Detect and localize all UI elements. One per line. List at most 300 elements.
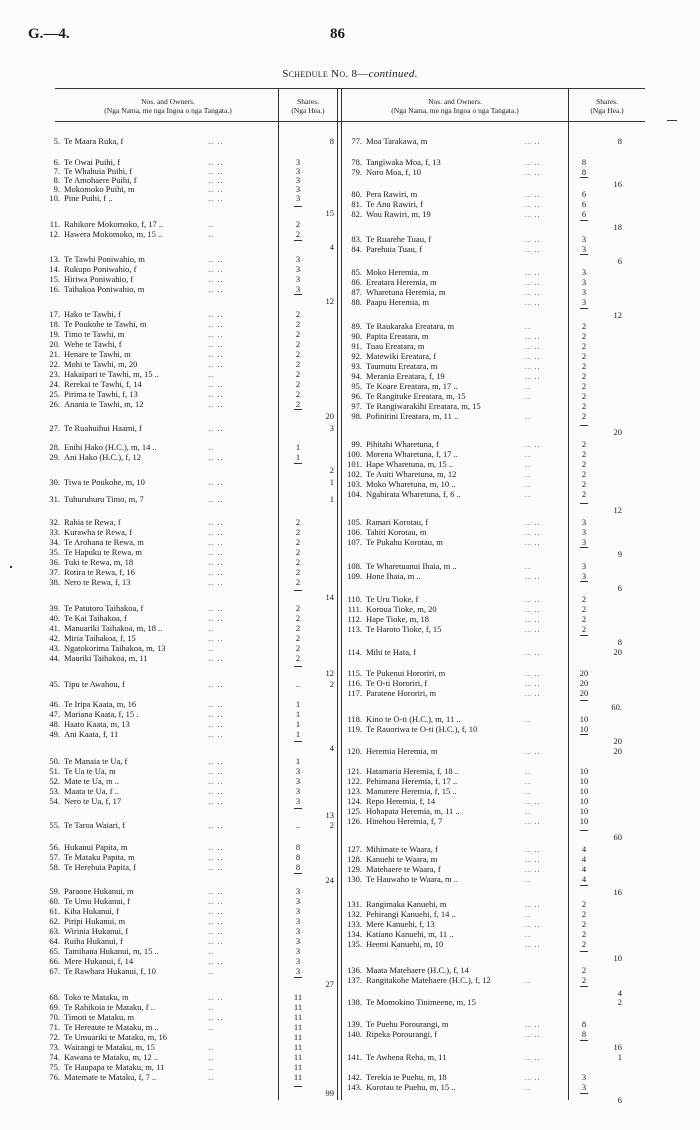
share-value: 2 [295,623,301,633]
owner-number: 74. [49,1052,60,1062]
leader-dots: .. .. [525,864,541,874]
share-value: 10 [579,786,589,796]
owner-row [0,669,700,678]
share-subtotal: 13 [325,810,334,820]
owner-row [0,349,700,361]
leader-dots: .. [525,975,532,985]
leader-dots: .. .. [208,166,224,176]
share-subtotal: 10 [613,953,622,963]
right-owners-header-line2: (Nga Nama, me nga Ingoa o nga Tangata.) [391,106,519,115]
left-owners-header [60,97,276,115]
owner-number: 5. [53,136,60,146]
owner-number: 137. [347,975,362,985]
owner-name: Te Rawhara Hukanui, f, 10 [64,967,156,976]
owner-row [0,528,700,537]
leader-dots: .. .. [525,517,541,527]
owner-name: Kino te O-ti (H.C.), m, 11 .. [366,715,461,724]
owner-name: Parehuia Tuau, f [366,245,422,254]
owner-name: Te Auiti Wharetuna, m, 12 [366,470,457,479]
owner-number: 31. [49,494,60,504]
owner-number: 97. [351,401,362,411]
owner-row [0,339,700,351]
share-value: 3 [295,916,301,926]
owner-number: 75. [49,1062,60,1072]
share-value: 2 [581,489,587,499]
owner-number: 95. [351,381,362,391]
owner-row [0,477,700,489]
owner-name: Te Uru Tioke, f [366,595,419,604]
owner-name: Hape Wharetuna, m, 15 .. [366,460,454,469]
owner-name: Tuau Ereatara, m [366,342,425,351]
share-value: 20 [579,668,589,678]
owner-number: 116. [347,678,362,688]
leader-dots: .. [208,369,215,379]
owner-row [0,757,700,766]
owner-row [0,242,700,254]
share-value: 3 [295,956,301,966]
leader-dots: .. .. [208,603,224,613]
share-value: 3 [295,786,301,796]
owner-name: Miria Taihakoa, f, 15 [64,634,136,643]
owner-name: Te Iripa Kaata, m, 16 [64,700,137,709]
share-subtotal: 8 [329,136,334,146]
left-owners-header-line2: (Nga Nama, me nga Ingoa o nga Tangata.) [104,106,232,115]
share-subtotal: 12 [613,310,622,320]
owner-number: 122. [347,776,362,786]
share-subtotal: 4 [329,743,334,753]
leader-dots: .. .. [525,371,541,381]
owner-name: Te Rangiwarakihi Ereatara, m, 15 [366,402,481,411]
owner-name: Te Manaia te Ua, f [64,757,128,766]
leader-dots: .. [525,909,532,919]
leader-dots: .. .. [525,647,541,657]
owner-row [0,329,700,341]
leader-dots: .. .. [208,729,224,739]
leader-dots: .. .. [208,339,224,349]
owner-row [0,715,700,724]
owner-number: 47. [49,709,60,719]
share-value: 6 [581,209,587,219]
owner-name: Te Taroa Waiari, f [64,821,126,830]
owner-row [0,625,700,634]
leader-dots: .. .. [208,557,224,567]
owner-name: Pofinitini Ereatara, m, 11 .. [366,412,459,421]
share-value: 3 [295,157,301,167]
owner-name: Tuhuruhuru Timo, m, 7 [64,495,144,504]
owner-row [0,1020,700,1029]
owner-name: Merania Ereatara, f, 19 [366,372,445,381]
share-subtotal: 1 [617,1052,622,1062]
share-value: 2 [581,909,587,919]
share-value: 3 [295,886,301,896]
owner-name: Paratene Hororiri, m [366,689,437,698]
leader-dots: .. .. [525,1029,541,1039]
owner-row [0,562,700,571]
leader-dots: .. .. [525,604,541,614]
owner-number: 46. [49,699,60,709]
share-subtotal: 12 [325,296,334,306]
owner-number: 54. [49,796,60,806]
owner-number: 67. [49,966,60,976]
leader-dots: .. .. [525,1019,541,1029]
owner-number: 104. [347,489,362,499]
leader-dots: .. .. [525,854,541,864]
owner-number: 128. [347,854,362,864]
owner-number: 120. [347,746,362,756]
owner-name: Ani Hako (H.C.), f, 12 [64,453,141,462]
owner-name: Te Awhena Reha, m, 11 [366,1053,447,1062]
owner-name: Pine Puihi, f .. [64,194,113,203]
subtotal-row [0,638,700,647]
owner-row [0,490,700,499]
leader-dots: .. .. [208,389,224,399]
share-value: 3 [581,287,587,297]
table-top-rule [55,88,645,89]
share-subtotal: 16 [613,179,622,189]
owner-number: 21. [49,349,60,359]
owner-name: Noro Moa, f, 10 [366,168,422,177]
share-subtotal: 9 [617,549,622,559]
leader-dots: .. [208,1052,215,1062]
owner-number: 9. [53,184,60,194]
subtotal-row [0,506,700,515]
owner-row [0,862,700,874]
left-shares-header-line2: (Nga Hea.) [291,106,325,115]
owner-name: Mariana Kaata, f, 15 . [64,710,139,719]
owner-name: Wharetuna Heremia, m [366,288,446,297]
subtotal-rule [580,830,588,831]
right-owners-header [342,97,568,115]
owner-row [0,842,700,854]
leader-dots: .. .. [208,193,224,203]
table-header-rule [55,121,645,122]
share-value: 11 [293,1002,303,1012]
share-value: 8 [581,167,587,177]
leader-dots: .. [208,229,215,239]
owner-number: 126. [347,816,362,826]
owner-number: 123. [347,786,362,796]
owner-number: 113. [347,624,362,634]
right-shares-header [569,97,645,115]
leader-dots: .. [208,1062,215,1072]
share-value: 2 [581,614,587,624]
owner-number: 11. [49,219,60,229]
owner-name: Kurawha te Rewa, f [64,528,132,537]
share-value: 3 [295,254,301,264]
leader-dots: .. .. [525,234,541,244]
owner-name: Manurere Heremia, f, 15 .. [366,787,457,796]
owner-row [0,268,700,277]
owner-name: Hatamaria Heremia, f, 18 .. [366,767,459,776]
leader-dots: .. .. [525,939,541,949]
share-subtotal: 20 [613,427,622,437]
share-subtotal: 2 [329,820,334,830]
scan-mark [10,566,12,568]
leader-dots: .. .. [208,175,224,185]
share-value: 3 [581,1072,587,1082]
owner-name: Te Rauoriwa te O-ti (H.C.), f, 10 [366,725,478,734]
subtotal-rule [580,425,588,426]
owner-row [0,450,700,459]
owner-number: 56. [49,842,60,852]
owner-number: 25. [49,389,60,399]
leader-dots: .. [525,391,532,401]
subtotal-rule [580,885,588,886]
share-value: 10 [579,796,589,806]
leader-dots: .. [208,643,215,653]
share-value: 1 [295,756,301,766]
schedule-continued: continued. [368,68,418,80]
owner-number: 63. [49,926,60,936]
leader-dots: .. .. [208,527,224,537]
share-value: 2 [295,329,301,339]
share-value: 11 [293,1012,303,1022]
share-value: 1 [295,719,301,729]
leader-dots: .. .. [208,254,224,264]
owner-row [0,235,700,244]
leader-dots: .. .. [525,361,541,371]
share-value: 2 [295,369,301,379]
subtotal-row [0,223,700,232]
owner-number: 22. [49,359,60,369]
leader-dots: .. [525,806,532,816]
share-value: 10 [579,816,589,826]
owner-name: Korotau te Puehu, m, 15 .. [366,1083,456,1092]
scan-mark [667,120,677,121]
owner-name: Te Hereaute te Mataku, m .. [64,1023,159,1032]
share-value: 3 [581,297,587,307]
owner-number: 129. [347,864,362,874]
owner-name: Repo Heremia, f, 14 [366,797,436,806]
share-value: 11 [293,1032,303,1042]
leader-dots: .. .. [208,399,224,409]
owner-name: Anania te Tawhi, m, 12 [64,400,144,409]
owner-row [0,747,700,756]
share-subtotal: 12 [613,505,622,515]
owner-name: Te Herehuia Papita, f [64,863,137,872]
subtotal-rule [580,581,588,582]
schedule-title [0,68,700,80]
owner-number: 10. [49,193,60,203]
owner-number: 44. [49,653,60,663]
left-shares-header [279,97,337,115]
leader-dots: .. .. [208,264,224,274]
owner-name: Wirinia Hukanui, f [64,927,129,936]
page-header [0,26,700,46]
share-value: 11 [293,1022,303,1032]
owner-number: 140. [347,1029,362,1039]
subtotal-rule [580,951,588,952]
owner-name: Hape Tioke, m, 18 [366,615,430,624]
share-subtotal: 20 [325,411,334,421]
leader-dots: .. .. [208,852,224,862]
owner-number: 90. [351,331,362,341]
leader-dots: .. [525,479,532,489]
owner-row [0,460,700,469]
share-value: 2 [295,547,301,557]
owner-row [0,399,700,411]
share-subtotal: 6 [617,1095,622,1105]
owner-number: 29. [49,452,60,462]
leader-dots: .. .. [525,571,541,581]
share-value: 3 [581,527,587,537]
owner-number: 89. [351,321,362,331]
owner-name: Mere Hukanui, f, 14 [64,957,134,966]
share-value: 2 [581,919,587,929]
subtotal-rule [580,254,588,255]
leader-dots: .. [525,459,532,469]
owner-name: Te O-ti Hororiri, f [366,679,428,688]
share-value: 4 [581,874,587,884]
page-number: 86 [330,26,345,42]
owner-name: Rahikore Mokomoko, f, 17 .. [64,220,164,229]
share-value: 2 [581,624,587,634]
subtotal-row [0,311,700,320]
leader-dots: .. .. [525,844,541,854]
share-value: 1 [295,442,301,452]
share-value: 3 [581,234,587,244]
share-value: 3 [581,517,587,527]
share-value: 3 [295,284,301,294]
owner-number: 70. [49,1012,60,1022]
leader-dots: .. .. [525,919,541,929]
leader-dots: .. .. [525,746,541,756]
leader-dots: .. .. [208,284,224,294]
owner-name: Rangimaka Kanuehi, m [366,900,447,909]
owner-number: 45. [49,679,60,689]
owner-number: 41. [49,623,60,633]
owner-name: Hawera Mokomoko, m, 15 .. [64,230,163,239]
leader-dots: .. .. [208,679,224,689]
owner-number: 76. [49,1072,60,1082]
owner-number: 124. [347,796,362,806]
owner-number: 139. [347,1019,362,1029]
owner-name: Papita Ereatara, m [366,332,429,341]
owner-number: 138. [347,997,362,1007]
leader-dots: .. .. [525,244,541,254]
owner-number: 60. [49,896,60,906]
share-subtotal: 27 [325,979,334,989]
owner-number: 37. [49,567,60,577]
owner-row [0,359,700,371]
share-subtotal: 2 [329,679,334,689]
subtotal-rule [580,700,588,701]
owner-number: 131. [347,899,362,909]
share-value: 2 [581,351,587,361]
owner-name: Rukupo Poniwahio, f [64,265,137,274]
owner-name: Te Whahuia Puihi, f [64,167,133,176]
owner-number: 27. [49,423,60,433]
share-value: 2 [581,449,587,459]
leader-dots: .. [208,946,215,956]
owner-number: 65. [49,946,60,956]
share-value: 2 [581,341,587,351]
owner-row [0,807,700,816]
owner-name: Mate te Ua, m .. [64,777,119,786]
owner-row [0,920,700,929]
owner-number: 51. [49,766,60,776]
owner-name: Te Maara Ruka, f [64,137,124,146]
leader-dots: .. .. [208,274,224,284]
leader-dots: .. .. [525,1072,541,1082]
owner-name: Tuki te Rewa, m, 18 [64,558,134,567]
leader-dots: .. .. [208,653,224,663]
owner-row [0,137,700,146]
share-value: 4 [581,854,587,864]
leader-dots: .. .. [208,359,224,369]
owner-name: Ngahirata Wharetuna, f, 6 .. [366,490,461,499]
share-value: 2 [581,594,587,604]
owner-number: 85. [351,267,362,277]
owner-number: 50. [49,756,60,766]
share-subtotal: 4 [329,242,334,252]
owner-name: Te Amohaere Puihi, f [64,176,137,185]
share-value: 11 [293,992,303,1002]
share-value: 20 [579,688,589,698]
owner-number: 78. [351,157,362,167]
owner-number: 94. [351,371,362,381]
owner-number: 72. [49,1032,60,1042]
left-shares-header-line1: Shares. [297,97,319,106]
owner-name: Te Rangituke Ereatara, m, 15 [366,392,466,401]
leader-dots: .. .. [525,614,541,624]
share-value: 2 [295,603,301,613]
owner-row [0,168,700,177]
owner-number: 115. [347,668,362,678]
owner-name: Tipu te Awahou, f [64,680,125,689]
owner-name: Tamihana Hukanui, m, 15 .. [64,947,159,956]
subtotal-row [0,1096,700,1105]
owner-number: 100. [347,449,362,459]
share-subtotal: 6 [617,256,622,266]
owner-name: Kiha Hukanui, f [64,907,120,916]
share-value: 20 [579,678,589,688]
leader-dots: .. .. [208,157,224,167]
leader-dots: .. .. [525,439,541,449]
owner-name: Heemi Kanuehi, m, 10 [366,940,444,949]
owner-name: Te Puehu Porourangi, m [366,1020,449,1029]
leader-dots: .. [525,411,532,421]
share-value: 2 [295,613,301,623]
owner-name: Pera Rawiri, m [366,190,418,199]
owner-number: 83. [351,234,362,244]
subtotal-rule [580,547,588,548]
share-value: 2 [295,379,301,389]
share-value: 2 [581,381,587,391]
owner-row [0,210,700,219]
owner-row [0,200,700,209]
leader-dots: .. [208,219,215,229]
share-value: 3 [295,796,301,806]
leader-dots: .. [525,776,532,786]
subtotal-rule [580,734,588,735]
leader-dots: .. .. [208,319,224,329]
share-value: 2 [581,459,587,469]
owner-name: Te Umu Hukanui, f [64,897,130,906]
owner-name: Taumutu Ereatara, m [366,362,438,371]
leader-dots: .. [525,381,532,391]
owner-row [0,976,700,985]
owner-name: Hone Ihaia, m .. [366,572,421,581]
owner-number: 66. [49,956,60,966]
share-value: 2 [295,643,301,653]
owner-number: 15. [49,274,60,284]
share-value: 10 [579,714,589,724]
owner-name: Te Owai Puihi, f [64,158,121,167]
owner-name: Mihimate te Waara, f [366,845,438,854]
leader-dots: .. [525,766,532,776]
owner-number: 68. [49,992,60,1002]
